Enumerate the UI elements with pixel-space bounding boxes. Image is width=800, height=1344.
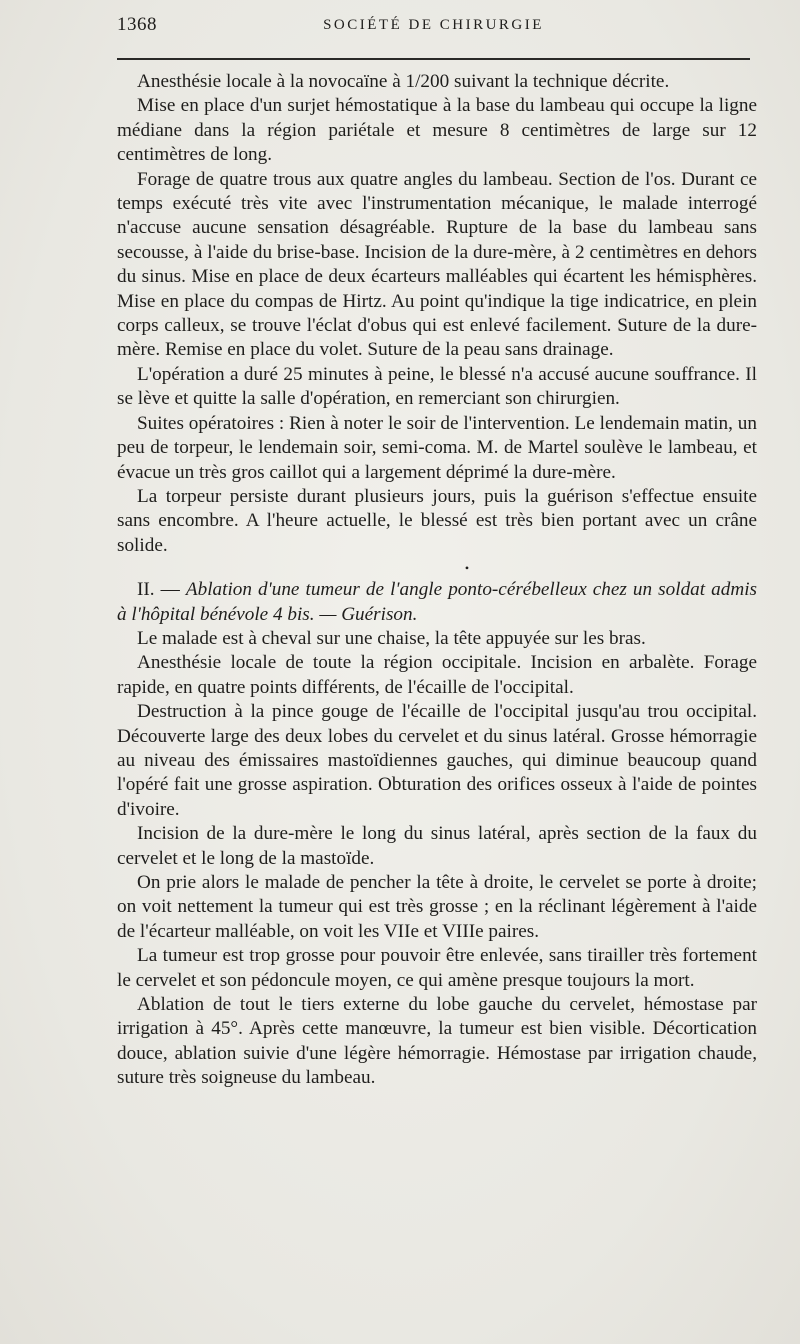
case2-paragraph-6: La tumeur est trop grosse pour pouvoir être enlevée, sans tirailler très fortement le cervelet et son pédoncule moyen, ce qui amène presque toujours la mort. <box>117 945 757 991</box>
case1-paragraph-1: Anesthésie locale à la novocaïne à 1/200 suivant la technique décrite. <box>137 71 670 92</box>
case1-paragraph-6: La torpeur persiste durant plusieurs jours, puis la guérison s'effectue ensuite sans encombre. A l'heure actuelle, le blessé est très bien portant avec un crâne solide. <box>117 485 757 556</box>
case2-paragraph-5: On prie alors le malade de pencher la tête à droite, le cervelet se porte à droite; on voit nettement la tumeur qui est très grosse ; en la réclinant légèrement à l'aide de l'écarteur malléable, on voit les VIIe et VIIIe paires. <box>117 872 757 942</box>
case2-paragraph-3: Destruction à la pince gouge de l'écaille de l'occipital jusqu'au trou occipital. Découverte large des deux lobes du cervelet et du sinus latéral. Grosse hémorragie au niveau des émissaires mastoïdiennes gauches, qui diminue beaucoup quand l'opéré fait une grosse aspiration. Obturation des orifices osseux à l'aide de pointes d'ivoire. <box>117 701 757 820</box>
section-separator: • <box>464 561 470 576</box>
case2-title <box>117 578 757 627</box>
page-header <box>117 14 750 44</box>
case1-paragraph-3: Forage de quatre trous aux quatre angles du lambeau. Section de l'os. Durant ce temps exécuté très vite avec l'instrumentation mécanique, le malade interrogé n'accuse aucune sensation désagréable. Rupture de la base du lambeau sans secousse, à l'aide du brise-base. Incision de la dure-mère, à 2 centimètres en dehors du sinus. Mise en place de deux écarteurs malléables qui écartent les hémisphères. Mise en place du compas de Hirtz. Au point qu'indique la tige indicatrice, en plein corps calleux, se trouve l'éclat d'obus qui est enlevé facilement. Suture de la dure-mère. Remise en place du volet. Suture de la peau sans drainage. <box>117 168 757 361</box>
case2-paragraph-7: Ablation de tout le tiers externe du lobe gauche du cervelet, hémostase par irrigation à 45°. Après cette manœuvre, la tumeur est bien visible. Décortication douce, ablation suivie d'une légère hémorragie. Hémostase par irrigation chaude, suture très soigneuse du lambeau. <box>117 994 757 1089</box>
page-body <box>117 70 757 1091</box>
case2-paragraph-4: Incision de la dure-mère le long du sinus latéral, après section de la faux du cervelet et le long de la mastoïde. <box>117 823 757 869</box>
header-rule <box>117 58 750 60</box>
case1-paragraph-2: Mise en place d'un surjet hémostatique à la base du lambeau qui occupe la ligne médiane dans la région pariétale et mesure 8 centimètres de large sur 12 centimètres de long. <box>117 95 757 166</box>
case2-paragraph-2: Anesthésie locale de toute la région occipitale. Incision en arbalète. Forage rapide, en quatre points différents, de l'écaille de l'occipital. <box>117 652 757 698</box>
case2-title-text: Ablation d'une tumeur de l'angle ponto-cérébelleux chez un soldat admis à l'hôpital bénévole 4 bis. — Guérison. <box>117 579 757 625</box>
page-number: 1368 <box>117 14 157 35</box>
case1-paragraph-5: Suites opératoires : Rien à noter le soir de l'intervention. Le lendemain matin, un peu de torpeur, le lendemain soir, semi-coma. M. de Martel soulève le lambeau, et évacue un très gros caillot qui a largement déprimé la dure-mère. <box>117 412 757 483</box>
case2-title-prefix: II. — <box>137 579 186 601</box>
running-head: SOCIÉTÉ DE CHIRURGIE <box>323 17 544 33</box>
case1-paragraph-4: L'opération a duré 25 minutes à peine, le blessé n'a accusé aucune souffrance. Il se lève et quitte la salle d'opération, en remerciant son chirurgien. <box>117 363 757 410</box>
case2-paragraph-1: Le malade est à cheval sur une chaise, la tête appuyée sur les bras. <box>137 627 646 649</box>
